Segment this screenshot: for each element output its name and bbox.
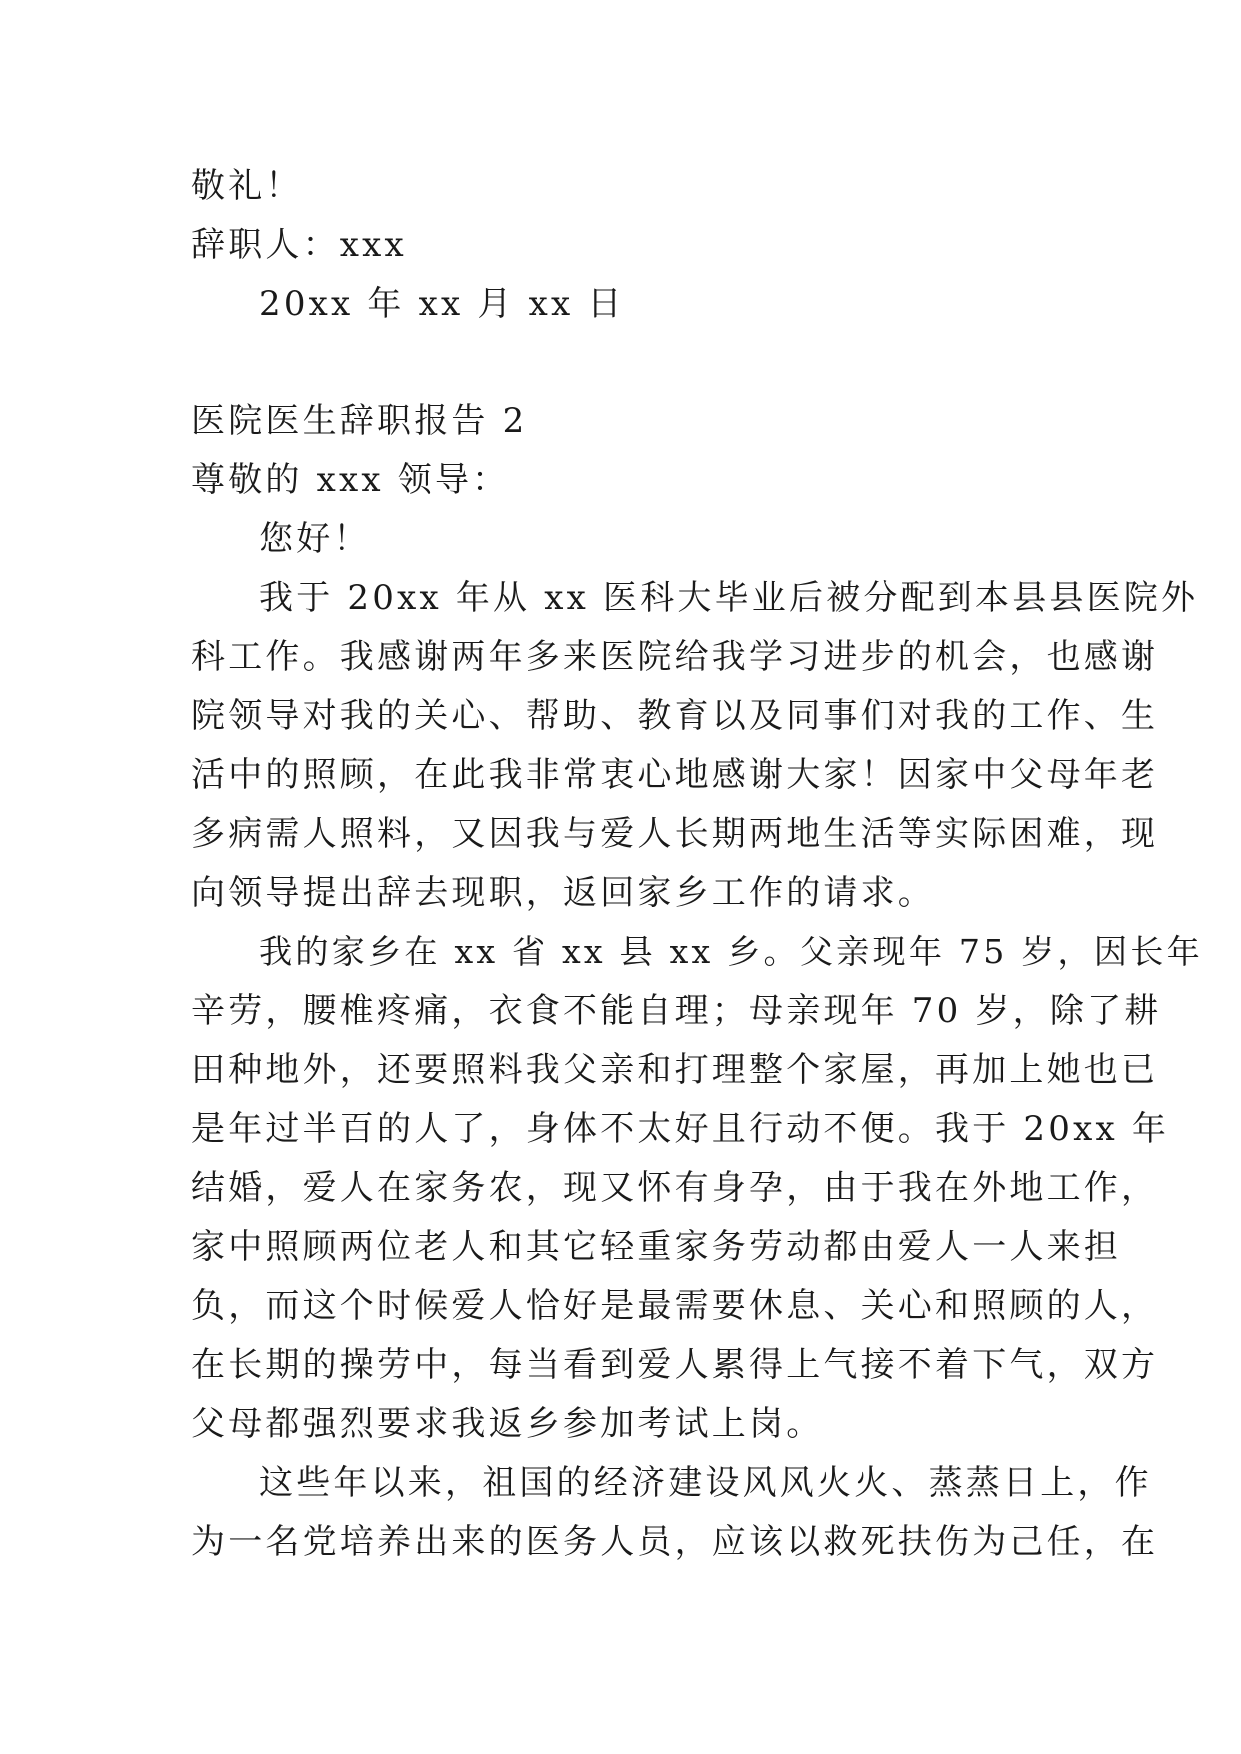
section-title: 医院医生辞职报告 2 — [191, 401, 528, 441]
greeting-line: 您好！ — [259, 519, 371, 559]
signer-line: 辞职人：xxx — [191, 225, 407, 265]
paragraph-line: 在长期的操劳中，每当看到爱人累得上气接不着下气，双方 — [191, 1345, 1159, 1385]
paragraph-line: 这些年以来，祖国的经济建设风风火火、蒸蒸日上，作 — [259, 1463, 1152, 1503]
paragraph-line: 是年过半百的人了，身体不太好且行动不便。我于 20xx 年 — [191, 1109, 1170, 1149]
paragraph-line: 我于 20xx 年从 xx 医科大毕业后被分配到本县县医院外 — [259, 578, 1199, 618]
paragraph-line: 辛劳，腰椎疼痛，衣食不能自理；母亲现年 70 岁，除了耕 — [191, 991, 1162, 1031]
paragraph-line: 我的家乡在 xx 省 xx 县 xx 乡。父亲现年 75 岁，因长年 — [259, 932, 1203, 971]
paragraph-line: 多病需人照料，又因我与爱人长期两地生活等实际困难，现 — [191, 814, 1159, 854]
paragraph-line: 科工作。我感谢两年多来医院给我学习进步的机会，也感谢 — [191, 637, 1159, 677]
date-line: 20xx 年 xx 月 xx 日 — [259, 284, 625, 324]
paragraph-line: 结婚，爱人在家务农，现又怀有身孕，由于我在外地工作， — [191, 1168, 1159, 1208]
paragraph-line: 为一名党培养出来的医务人员，应该以救死扶伤为己任，在 — [191, 1522, 1159, 1562]
paragraph-line: 活中的照顾，在此我非常衷心地感谢大家！因家中父母年老 — [191, 755, 1159, 795]
addressee-line: 尊敬的 xxx 领导： — [191, 460, 510, 500]
paragraph-line: 负，而这个时候爱人恰好是最需要休息、关心和照顾的人， — [191, 1286, 1159, 1326]
paragraph-line: 家中照顾两位老人和其它轻重家务劳动都由爱人一人来担 — [191, 1227, 1121, 1267]
paragraph-line: 院领导对我的关心、帮助、教育以及同事们对我的工作、生 — [191, 696, 1159, 736]
closing-salute: 敬礼！ — [191, 166, 303, 206]
paragraph-line: 向领导提出辞去现职，返回家乡工作的请求。 — [191, 873, 935, 913]
paragraph-line: 田种地外，还要照料我父亲和打理整个家屋，再加上她也已 — [191, 1050, 1159, 1090]
paragraph-line: 父母都强烈要求我返乡参加考试上岗。 — [191, 1404, 824, 1444]
